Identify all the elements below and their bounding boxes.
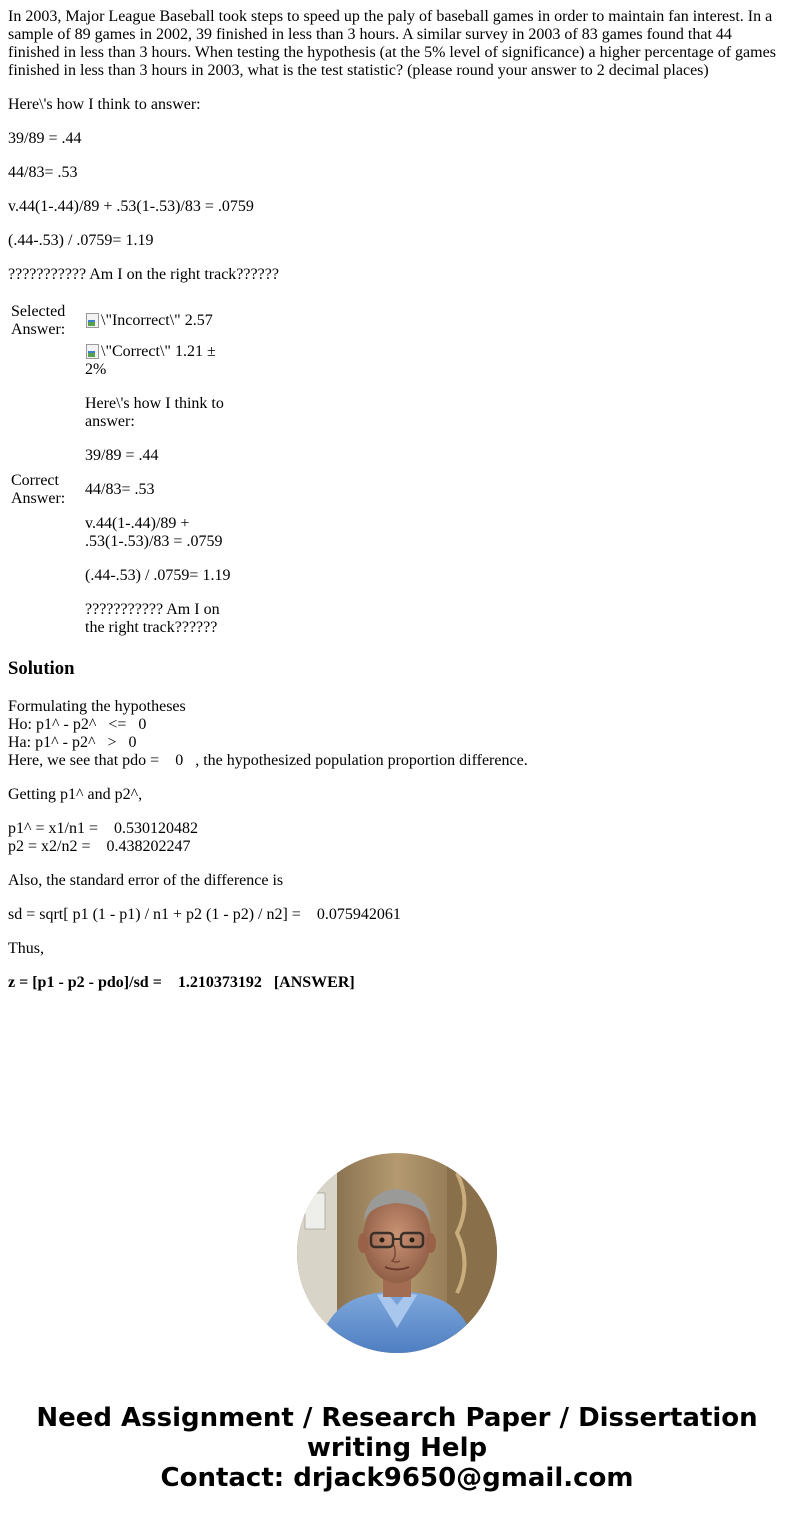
selected-answer-row bbox=[10, 302, 236, 340]
correct-answer-value: 1.21 ± 2% bbox=[85, 343, 216, 378]
correct-answer-label: Correct Answer: bbox=[11, 472, 66, 507]
correct-line-2: 39/89 = .44 bbox=[85, 447, 159, 464]
answers-table bbox=[8, 300, 238, 640]
correct-answer-value-cell bbox=[84, 342, 236, 638]
attempt-line-2: 39/89 = .44 bbox=[8, 130, 82, 147]
hypotheses-line-1: Formulating the hypotheses bbox=[8, 698, 186, 715]
tutor-avatar bbox=[297, 1153, 497, 1353]
correct-line-5: (.44-.53) / .0759= 1.19 bbox=[85, 567, 231, 584]
correct-answer-line bbox=[85, 343, 235, 379]
attempt-line-4: v.44(1-.44)/89 + .53(1-.53)/83 = .0759 bbox=[8, 198, 254, 215]
getting-line-text: Getting p1^ and p2^, bbox=[8, 786, 143, 803]
solution-heading: Solution bbox=[8, 658, 75, 679]
se-intro: Also, the standard error of the difference is bbox=[8, 872, 284, 889]
broken-image-icon bbox=[85, 312, 101, 328]
correct-icon-alt: \"Correct\" bbox=[101, 343, 171, 360]
footer-line-1: Need Assignment / Research Paper / Dissertation bbox=[36, 1403, 758, 1433]
hypotheses-block bbox=[8, 698, 786, 770]
se-line: sd = sqrt[ p1 (1 - p1) / n1 + p2 (1 - p2) / n2] = 0.075942061 bbox=[8, 906, 401, 923]
proportions-block bbox=[8, 820, 786, 856]
attempt-line-3: 44/83= .53 bbox=[8, 164, 78, 181]
hypotheses-line-4: Here, we see that pdo = 0 , the hypothesized population proportion difference. bbox=[8, 752, 528, 769]
hypotheses-line-3: Ha: p1^ - p2^ > 0 bbox=[8, 734, 137, 751]
p2-line: p2 = x2/n2 = 0.438202247 bbox=[8, 838, 191, 855]
selected-icon-alt: \"Incorrect\" bbox=[101, 312, 181, 329]
selected-answer-line bbox=[85, 312, 235, 330]
tutor-portrait-image bbox=[297, 1153, 497, 1353]
getting-line bbox=[8, 786, 786, 804]
correct-line-6: ??????????? Am I on the right track?????? bbox=[85, 601, 220, 636]
footer-line-2: writing Help bbox=[306, 1433, 488, 1463]
selected-answer-label: Selected Answer: bbox=[11, 303, 66, 338]
correct-line-1: Here\'s how I think to answer: bbox=[85, 395, 224, 430]
attempt-line-5: (.44-.53) / .0759= 1.19 bbox=[8, 232, 154, 249]
thus-line: Thus, bbox=[8, 940, 44, 957]
broken-image-icon bbox=[85, 343, 101, 359]
z-answer-line: z = [p1 - p2 - pdo]/sd = 1.210373192 [ANSWER] bbox=[8, 974, 355, 991]
footer-contact: Contact: drjack9650@gmail.com bbox=[160, 1463, 634, 1493]
p1-line: p1^ = x1/n1 = 0.530120482 bbox=[8, 820, 198, 837]
correct-answer-row bbox=[10, 342, 236, 638]
hypotheses-line-2: Ho: p1^ - p2^ <= 0 bbox=[8, 716, 147, 733]
correct-line-3: 44/83= .53 bbox=[85, 481, 155, 498]
footer-banner bbox=[0, 1403, 794, 1493]
question-text: In 2003, Major League Baseball took steps to speed up the paly of baseball games in order to maintain fan interest. In a sample of 89 games in 2002, 39 finished in less than 3 hours. A similar survey in 2003 of 83 games found that 44 finished in less than 3 hours. When testing the hypothesis (at the 5% level of significance) a higher percentage of games finished in less than 3 hours in 2003, what is the test statistic? (please round your answer to 2 decimal places) bbox=[8, 8, 776, 79]
attempt-line-6: ??????????? Am I on the right track?????? bbox=[8, 266, 279, 283]
correct-line-4: v.44(1-.44)/89 + .53(1-.53)/83 = .0759 bbox=[85, 515, 223, 550]
attempt-line-1: Here\'s how I think to answer: bbox=[8, 96, 201, 113]
selected-answer-value-cell bbox=[84, 302, 236, 340]
selected-answer-value: 2.57 bbox=[184, 312, 213, 329]
